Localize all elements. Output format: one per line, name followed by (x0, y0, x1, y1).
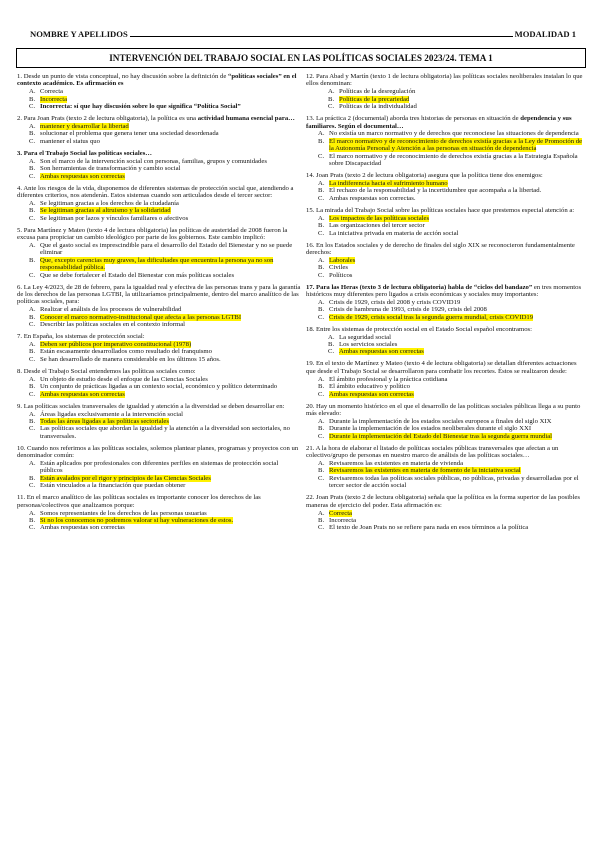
left-column (17, 73, 301, 536)
option-b[interactable]: B. Durante la implementación de los estados neoliberales durante el siglo XXI (318, 425, 532, 433)
option-c[interactable]: C. Que se debe fortalecer el Estado del Bienestar con más políticas sociales (29, 271, 235, 279)
question-18 (306, 326, 586, 356)
option-c[interactable]: C. Se legitiman por lazos y vínculos familiares o afectivos (29, 214, 189, 222)
question-stem: 8. Desde el Trabajo Social entendemos las políticas sociales como: (17, 367, 196, 375)
page-title (16, 48, 586, 68)
question-stem: 1. Desde un punto de vista conceptual, no hay discusión sobre la definición de “políticas sociales” en el contexto académico. Es afirmación es (17, 73, 297, 88)
option-a[interactable]: A. Crisis de 1929, crisis del 2008 y crisis COVID19 (318, 298, 461, 306)
option-b[interactable]: B. Las organizaciones del tercer sector (318, 222, 425, 230)
option-c[interactable]: C. Ambas respuestas son correctas (29, 390, 125, 398)
option-a[interactable]: A. Están aplicados por profesionales con diferentes perfiles en sistemas de protección social públicos (29, 460, 279, 475)
question-stem: 14. Joan Prats (texto 2 de lectura obligatoria) asegura que la política tiene dos enemigos: (306, 172, 543, 180)
question-22 (306, 494, 586, 532)
option-b[interactable]: B. Conocer el marco normativo-institucional que afecta a las personas LGTBI (29, 313, 242, 321)
option-b[interactable]: B. Los servicios sociales (328, 341, 398, 349)
option-b[interactable]: B. Que, excepto carencias muy graves, las dificultades que encuentra la persona ya no son responsabilidad pública. (29, 256, 274, 272)
option-a[interactable]: A. Revisaremos las existentes en materia de vivienda (318, 460, 464, 468)
option-b[interactable]: B. Civiles (318, 264, 348, 272)
option-b[interactable]: B. Incorrecta (318, 516, 357, 524)
option-a[interactable]: A. Correcta (29, 88, 64, 96)
question-stem: 19. En el texto de Martínez y Mateo (texto 4 de lectura obligatoria) se detallan diferentes actuaciones que desde el Trabajo Social se desarrollaron para combatir los recortes. Éstos se realizaron desde: (306, 360, 577, 375)
question-20 (306, 403, 586, 441)
question-stem: 10. Cuando nos referimos a las políticas sociales, solemos plantear planes, programas y proyectos con un denominador común: (17, 444, 299, 460)
option-a[interactable]: A. Que el gasto social es imprescindible para el desarrollo del Estado del Bienestar y no se puede eliminar (29, 242, 293, 257)
option-c[interactable]: C. Ambas respuestas son correctas (29, 524, 125, 532)
option-b[interactable]: B. Son herramientas de transformación y cambio social (29, 165, 181, 173)
question-12 (306, 73, 586, 111)
option-c[interactable]: C. Ambas respuestas son correctas. (318, 194, 416, 202)
option-b[interactable]: B. Se legitiman gracias al altruismo y la solidaridad (29, 207, 171, 215)
option-c[interactable]: C. Durante la implementación del Estado del Bienestar tras la segunda guerra mundial (318, 432, 553, 440)
option-a[interactable]: A. Se legitiman gracias a los derechos de la ciudadanía (29, 199, 179, 207)
option-c[interactable]: C. Se han desarrollado de manera considerable en los últimos 15 años. (29, 355, 221, 363)
option-b[interactable]: B. El ámbito educativo y político (318, 383, 410, 391)
modality-label: MODALIDAD 1 (514, 29, 576, 39)
question-9 (17, 403, 301, 441)
option-a[interactable]: A. Deben ser públicos por imperativo constitucional (1978) (29, 341, 192, 349)
question-14 (306, 172, 586, 202)
right-column (306, 73, 586, 536)
option-b[interactable]: B. Un conjunto de prácticas ligadas a un contexto social, económico y político determinado (29, 383, 278, 391)
option-a[interactable]: A. Los impactos de las políticas sociales (318, 214, 430, 222)
option-c[interactable]: C. Revisaremos todas las políticas sociales públicas, no públicas, privadas y desarrolladas por el tercer sector de acción social (318, 474, 579, 490)
option-c[interactable]: C. La iniciativa privada en materia de acción social (318, 229, 459, 237)
question-5 (17, 227, 301, 279)
option-a[interactable]: A. Son el marco de la intervención social con personas, familias, grupos y comunidades (29, 157, 267, 165)
option-a[interactable]: A. Realizar el análisis de los procesos de vulnerabilidad (29, 306, 182, 314)
option-c[interactable]: C. Ambas respuestas son correctas (29, 172, 125, 180)
question-stem: 5. Para Martínez y Mateo (texto 4 de lectura obligatoria) las políticas de austeridad de 2008 fueron la excusa para propiciar un cambio ideológico por parte de los gobiernos. Este cambio implicó: (17, 226, 288, 242)
question-stem: 9. Las políticas sociales transversales de igualdad y atención a la diversidad se deben desarrollar en: (17, 402, 285, 410)
option-c[interactable]: C. Ambas respuestas son correctas (328, 348, 424, 356)
question-stem: 7. En España, los sistemas de protección social: (17, 333, 145, 341)
question-stem: 3. Para el Trabajo Social las políticas sociales… (17, 149, 152, 157)
option-a[interactable]: A. mantener y desarrollar la libertad (29, 123, 129, 131)
option-a[interactable]: A. Un objeto de estudio desde el enfoque de las Ciencias Sociales (29, 375, 208, 383)
question-13 (306, 115, 586, 167)
option-c[interactable]: C. Crisis de 1929, crisis social tras la segunda guerra mundial, crisis COVID19 (318, 313, 534, 321)
option-c[interactable]: C. Ambas respuestas son correctas (318, 390, 414, 398)
option-a[interactable]: A. Políticas de la desregulación (328, 88, 416, 96)
option-c[interactable]: C. Incorrecta: sí que hay discusión sobre lo que significa “Política Social” (29, 103, 241, 111)
header-line (30, 29, 576, 39)
option-a[interactable]: A. Correcta (318, 509, 353, 517)
question-17 (306, 284, 586, 322)
name-label: NOMBRE Y APELLIDOS (30, 29, 128, 39)
question-stem: 21. A la hora de elaborar el listado de políticas sociales públicas transversales que afectan a un colectivo/grupo de personas en nuestro marco de análisis de las políticas sociales… (306, 444, 559, 460)
option-b[interactable]: B. Crisis de hambruna de 1993, crisis de 1929, crisis del 2008 (318, 306, 487, 314)
option-a[interactable]: A. La seguridad social (328, 333, 391, 341)
question-stem: 2. Para Joan Prats (texto 2 de lectura obligatoria), la política es una actividad humana esencial para… (17, 115, 295, 123)
question-8 (17, 368, 301, 398)
option-a[interactable]: A. El ámbito profesional y la práctica cotidiana (318, 375, 448, 383)
question-stem: 22. Joan Prats (texto 2 de lectura obligatoria) señala que la política es la forma superior de las posibles maneras de ejercicio del poder. Esta afirmación es: (306, 494, 580, 509)
option-c[interactable]: C. Describir las políticas sociales en el contexto informal (29, 321, 186, 329)
question-2 (17, 115, 301, 145)
title-text: INTERVENCIÓN DEL TRABAJO SOCIAL EN LAS POLÍTICAS SOCIALES 2023/24. TEMA 1 (109, 53, 493, 63)
option-b[interactable]: B. Revisaremos las existentes en materia de fomento de la iniciativa social (318, 467, 521, 475)
question-11 (17, 494, 301, 532)
question-4 (17, 185, 301, 223)
option-c[interactable]: C. Están vinculados a la financiación que puedan obtener (29, 482, 186, 490)
option-b[interactable]: B. Si no los conocemos no podremos valorar si hay vulneraciones de estos. (29, 516, 234, 524)
option-c[interactable]: C. Las políticas sociales que abordan la igualdad y la atención a la diversidad son sectoriales, no transversales. (29, 425, 290, 440)
question-19 (306, 360, 586, 398)
option-b[interactable]: B. Todas las áreas ligadas a las políticas sectoriales (29, 417, 169, 425)
question-stem: 13. La práctica 2 (documental) aborda tres historias de personas en situación de dependencia y sus familiares. Según el documental… (306, 115, 572, 130)
question-21 (306, 445, 586, 490)
question-stem: 17. Para las Heras (texto 3 de lectura obligatoria) habla de “ciclos del bandazo” en tres momentos históricos muy diferentes pero ligados a crisis económicas y sociales muy importantes: (306, 283, 582, 299)
option-a[interactable]: A. Laborales (318, 256, 356, 264)
option-c[interactable]: C. El texto de Joan Prats no se refiere para nada en esos términos a la política (318, 524, 529, 532)
option-a[interactable]: A. Áreas ligadas exclusivamente a la intervención social (29, 410, 183, 418)
option-a[interactable]: A. La indiferencia hacia el sufrimiento humano (318, 179, 448, 187)
question-stem: 16. En los Estados sociales y de derecho de finales del siglo XIX se reconocieron fundamentalmente derechos: (306, 241, 575, 256)
option-b[interactable]: B. El rechazo de la responsabilidad y la incertidumbre que acompaña a la libertad. (318, 187, 542, 195)
question-16 (306, 242, 586, 280)
question-7 (17, 333, 301, 363)
option-c[interactable]: C. El marco normativo y de reconocimiento de derechos existía gracias a la Estrategia Española sobre Discapacidad (318, 152, 578, 168)
option-a[interactable]: A. Durante la implementación de los estados sociales europeos a finales del siglo XIX (318, 417, 552, 425)
question-stem: 4. Ante los riesgos de la vida, disponemos de diferentes sistemas de protección social que, atendiendo a diferentes criterios, nos atenderán. Estos sistemas cuando son articulados desde el tercer sector: (17, 184, 294, 199)
option-c[interactable]: C. Políticas de la individualidad (328, 103, 417, 111)
option-b[interactable]: B. Están avalados por el rigor y principios de las Ciencias Sociales (29, 474, 211, 482)
question-stem: 15. La mirada del Trabajo Social sobre las políticas sociales hace que prestemos especial atención a: (306, 206, 575, 214)
question-6 (17, 284, 301, 329)
option-c[interactable]: C. mantener el status quo (29, 137, 100, 145)
question-3 (17, 150, 301, 180)
option-a[interactable]: A. No existía un marco normativo y de derechos que reconociese las situaciones de dependencia (318, 130, 579, 138)
option-b[interactable]: B. Incorrecta (29, 95, 68, 103)
name-blank-line[interactable] (130, 29, 513, 37)
question-1 (17, 73, 301, 111)
question-15 (306, 207, 586, 237)
option-c[interactable]: C. Políticos (318, 271, 353, 279)
question-stem: 6. La Ley 4/2023, de 28 de febrero, para la igualdad real y efectiva de las personas trans y para la garantía de los derechos de las personas LGTBI, la utilizaríamos principalmente, dentro del marco analítico de las políticas sociales, para: (17, 283, 301, 306)
question-stem: 18. Entre los sistemas de protección social en el Estado Social español encontramos: (306, 325, 533, 333)
option-b[interactable]: B. El marco normativo y de reconocimiento de derechos existía gracias a la Ley de Promoción de la Autonomía Personal y Atención a las personas en situación de dependencia (318, 137, 583, 153)
question-stem: 12. Para Abad y Martín (texto 1 de lectura obligatoria) las políticas sociales neoliberales instalan lo que ellos denominan: (306, 73, 583, 88)
option-b[interactable]: B. Están escasamente desarrollados como resultado del franquismo (29, 348, 212, 356)
option-b[interactable]: B. Políticas de la precariedad (328, 95, 410, 103)
option-a[interactable]: A. Somos representantes de los derechos de las personas usuarias (29, 509, 207, 517)
question-stem: 20. Hay un momento histórico en el que el desarrollo de las políticas sociales públicas llega a su punto más elevado: (306, 402, 581, 417)
question-10 (17, 445, 301, 490)
option-b[interactable]: B. solucionar el problema que genera tener una sociedad desordenada (29, 130, 219, 138)
question-stem: 11. En el marco analítico de las políticas sociales es importante conocer los derechos de las personas/colectivos que analizamos porque: (17, 494, 261, 509)
